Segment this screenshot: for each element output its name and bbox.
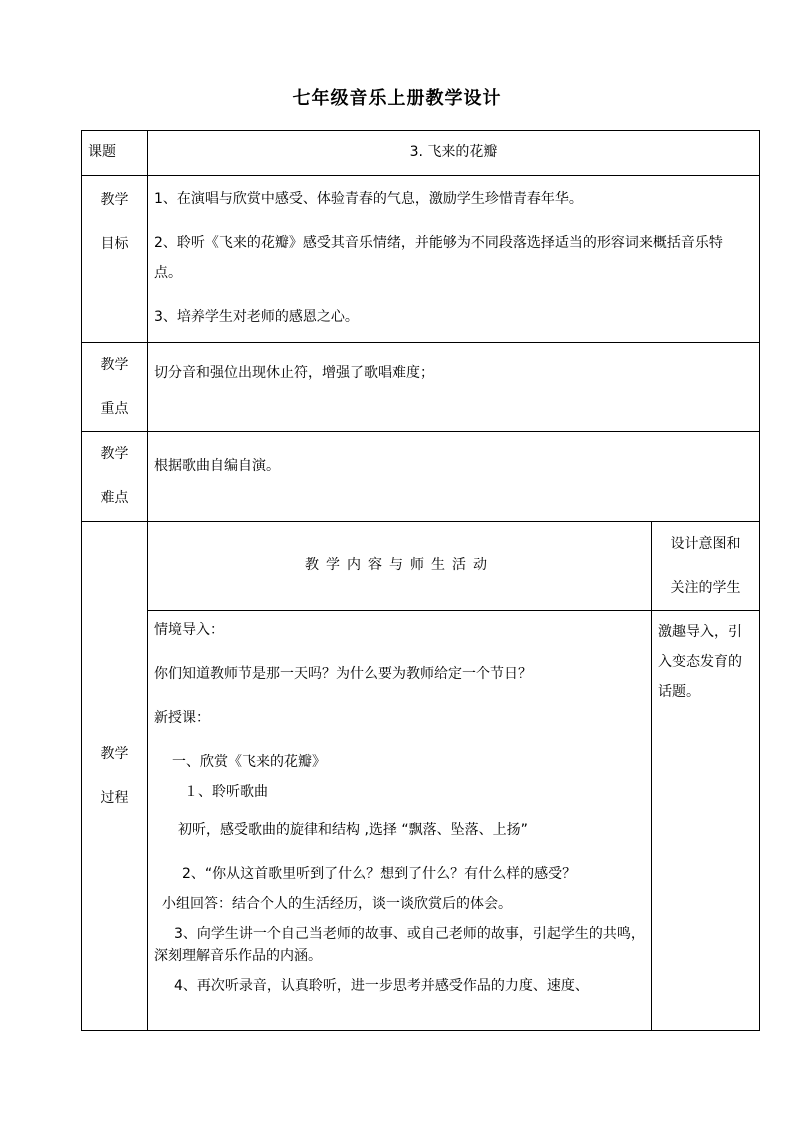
process-label-line-1: 教学 [100,746,129,762]
design-header-line-1: 设计意图和 [670,536,741,552]
process-line-8: 小组回答：结合个人的生活经历，谈一谈欣赏后的体会。 [162,896,512,912]
process-line-4: 一、欣赏《飞来的花瓣》 [172,754,326,770]
process-line-5: １、聆听歌曲 [184,784,268,800]
difficulties-content-cell [148,432,760,522]
process-line-10: 4、再次听录音，认真聆听，进一步思考并感受作品的力度、速度、 [174,978,589,994]
objective-item-2: 2、聆听《飞来的花瓣》感受其音乐情绪，并能够为不同段落选择适当的形容词来概括音乐特点。 [154,235,723,281]
design-header-cell [652,522,760,611]
process-label-cell [82,522,148,1031]
process-line-6: 初听，感受歌曲的旋律和结构 ,选择 “飘落、坠落、上扬” [178,822,528,838]
process-content-header: 教学内容与师生活动 [305,557,494,574]
difficulties-text: 根据歌曲自编自演。 [154,458,280,474]
topic-value: 3. 飞来的花瓣 [409,144,498,161]
key-points-text: 切分音和强位出现休止符，增强了歌唱难度； [154,365,434,381]
objective-item-1: 1、在演唱与欣赏中感受、体验青春的气息，激励学生珍惜青春年华。 [154,191,583,207]
process-line-3: 新授课： [154,710,210,726]
topic-row [82,131,760,176]
key-points-label-line-2: 重点 [100,401,129,417]
objectives-label-cell [82,176,148,343]
process-content-header-cell [148,522,652,611]
key-points-label-line-1: 教学 [100,357,129,373]
page-title: 七年级音乐上册教学设计 [292,88,502,109]
key-points-label-cell [82,343,148,432]
process-line-7: 2、“你从这首歌里听到了什么？想到了什么？有什么样的感受？ [182,866,577,882]
lesson-plan-table [81,130,760,1031]
difficulties-label-line-2: 难点 [100,490,129,506]
process-line-9: 3、向学生讲一个自己当老师的故事、或自己老师的故事，引起学生的共鸣，深刻理解音乐作品的内涵。 [154,926,645,964]
difficulties-label-line-1: 教学 [100,446,129,462]
topic-label-cell [82,131,148,176]
process-content-row [82,611,760,1031]
difficulties-row [82,432,760,522]
process-content-cell [148,611,652,1031]
objectives-row [82,176,760,343]
objectives-content-cell [148,176,760,343]
design-note-cell [652,611,760,1031]
process-line-2: 你们知道教师节是那一天吗？为什么要为教师给定一个节日？ [154,666,532,682]
objectives-label-line-1: 教学 [100,192,129,208]
key-points-row [82,343,760,432]
process-header-row [82,522,760,611]
design-note: 激趣导入，引入变态发育的话题。 [658,624,742,700]
topic-label: 课题 [88,144,116,161]
process-line-1: 情境导入： [154,622,224,638]
process-label-line-2: 过程 [100,790,129,806]
objectives-label-line-2: 目标 [100,236,129,252]
design-header-line-2: 关注的学生 [670,580,741,596]
objective-item-3: 3、培养学生对老师的感恩之心。 [154,309,359,325]
key-points-content-cell [148,343,760,432]
topic-value-cell [148,131,760,176]
difficulties-label-cell [82,432,148,522]
